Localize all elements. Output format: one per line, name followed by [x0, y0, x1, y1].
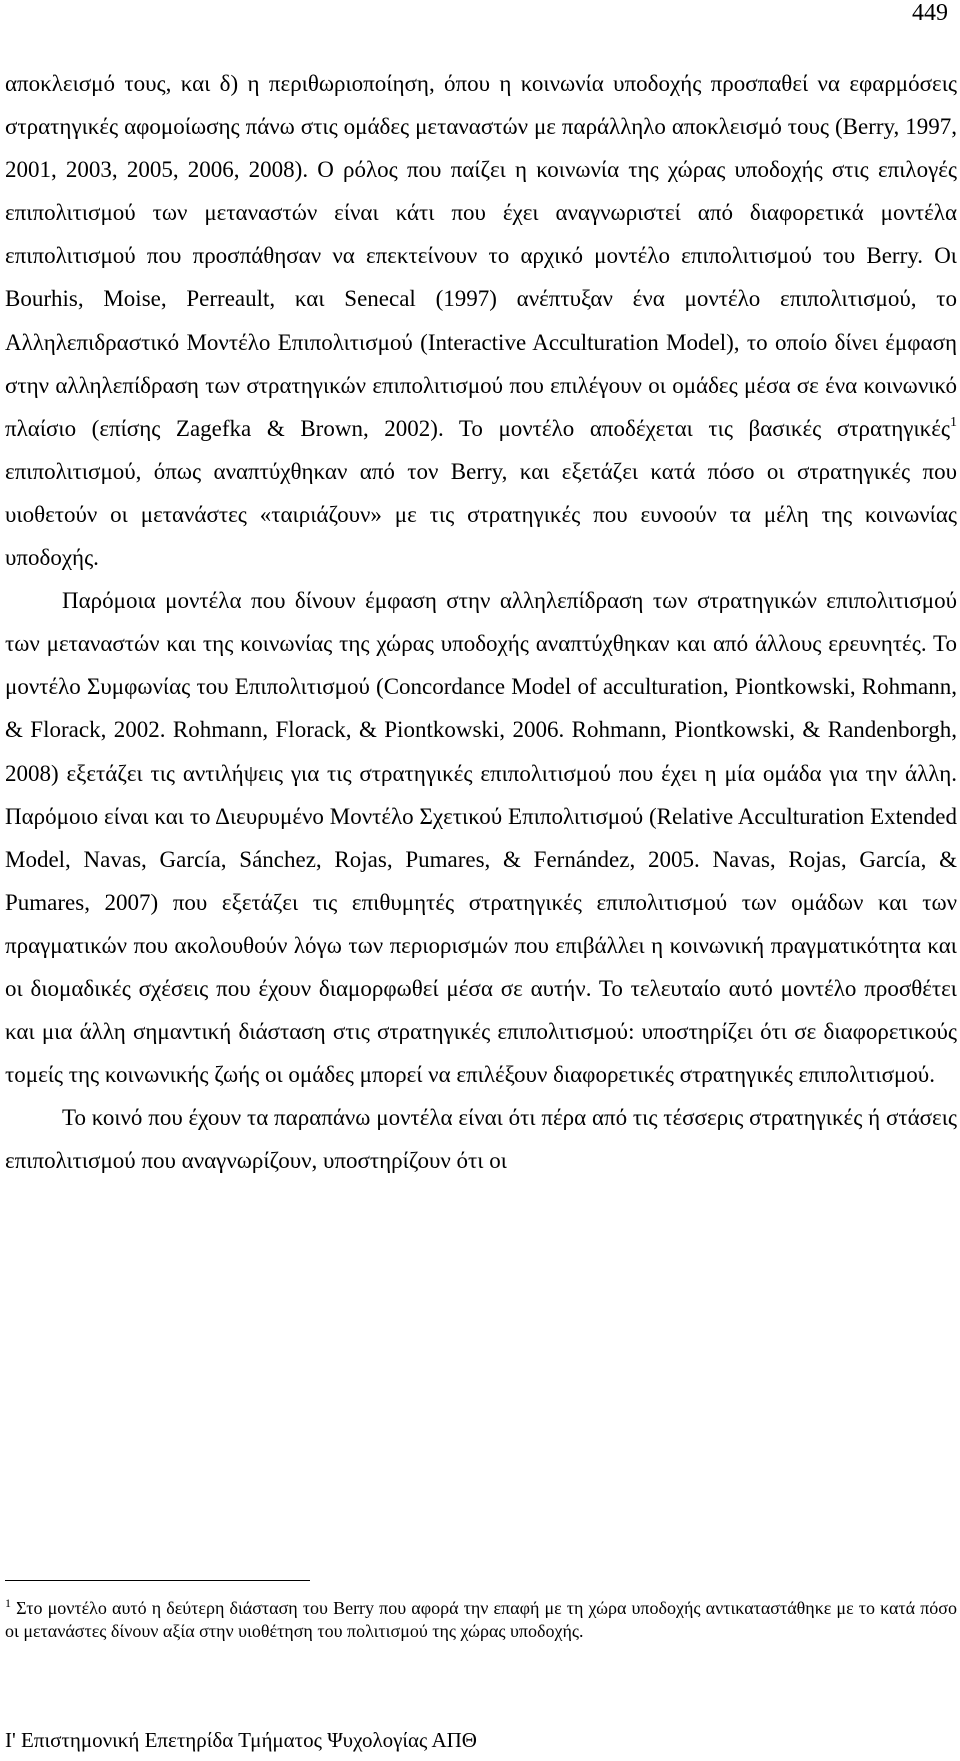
body-text — [5, 62, 957, 1182]
paragraph-2: Παρόμοια μοντέλα που δίνουν έμφαση στην αλληλεπίδραση των στρατηγικών επιπολιτισμού των μεταναστών και της κοινωνίας της χώρας υποδοχής αναπτύχθηκαν και από άλλους ερευνητές. Το μοντέλο Συμφωνίας του Επιπολιτισμού (Concordance Model of acculturation, Piontkowski, Rohmann, & Florack, 2002. Rohmann, Florack, & Piontkowski, 2006. Rohmann, Piontkowski, & Randenborgh, 2008) εξετάζει τις αντιλήψεις για τις στρατηγικές επιπολιτισμού που έχει η μία ομάδα για την άλλη. Παρόμοιο είναι και το Διευρυμένο Μοντέλο Σχετικού Επιπολιτισμού (Relative Acculturation Extended Model, Navas, García, Sánchez, Rojas, Pumares, & Fernández, 2005. Navas, Rojas, García, & Pumares, 2007) που εξετάζει τις επιθυμητές στρατηγικές επιπολιτισμού των ομάδων και των πραγματικών που ακολουθούν λόγω των περιορισμών που επιβάλλει η κοινωνική πραγματικότητα και οι διομαδικές σχέσεις που έχουν διαμορφωθεί μέσα σε αυτήν. Το τελευταίο αυτό μοντέλο προσθέτει και μια άλλη σημαντική διάσταση στις στρατηγικές επιπολιτισμού: υποστηρίζει ότι σε διαφορετικούς τομείς της κοινωνικής ζωής οι ομάδες μπορεί να επιλέξουν διαφορετικές στρατηγικές επιπολιτισμού. — [5, 588, 957, 1088]
paragraph-1-text-continued: επιπολιτισμού, όπως αναπτύχθηκαν από τον Berry, και εξετάζει κατά πόσο οι στρατηγικές που υιοθετούν οι μετανάστες «ταιριάζουν» με τις στρατηγικές που ευνοούν τα μέλη της κοινωνίας υποδοχής. — [5, 458, 957, 571]
footnote-marker: 1 — [5, 1596, 11, 1610]
footnote-reference: 1 — [950, 414, 957, 430]
page-footer: Ι' Επιστημονική Επετηρίδα Τμήματος Ψυχολογίας ΑΠΘ — [5, 1728, 477, 1752]
paragraph-3: Το κοινό που έχουν τα παραπάνω μοντέλα είναι ότι πέρα από τις τέσσερις στρατηγικές ή στάσεις επιπολιτισμού που αναγνωρίζουν, υποστηρίζουν ότι οι — [5, 1105, 957, 1174]
paragraph-1-text: αποκλεισμό τους, και δ) η περιθωριοποίηση, όπου η κοινωνία υποδοχής προσπαθεί να εφαρμόσεις στρατηγικές αφομοίωσης πάνω στις ομάδες μεταναστών με παράλληλο αποκλεισμό τους (Berry, 1997, 2001, 2003, 2005, 2006, 2008). Ο ρόλος που παίζει η κοινωνία της χώρας υποδοχής στις επιλογές επιπολιτισμού των μεταναστών είναι κάτι που έχει αναγνωριστεί από διαφορετικά μοντέλα επιπολιτισμού που προσπάθησαν να επεκτείνουν το αρχικό μοντέλο επιπολιτισμού του Berry. Οι Bourhis, Moise, Perreault, και Senecal (1997) ανέπτυξαν ένα μοντέλο επιπολιτισμού, το Αλληλεπιδραστικό Μοντέλο Επιπολιτισμού (Interactive Acculturation Model), το οποίο δίνει έμφαση στην αλληλεπίδραση των στρατηγικών επιπολιτισμού που επιλέγουν οι ομάδες μέσα σε ένα κοινωνικό πλαίσιο (επίσης Zagefka & Brown, 2002). Το μοντέλο αποδέχεται τις βασικές στρατηγικές — [5, 71, 957, 441]
footnote-text: Στο μοντέλο αυτό η δεύτερη διάσταση του Berry που αφορά την επαφή με τη χώρα υποδοχής αντικαταστάθηκε με το κατά πόσο οι μετανάστες δίνουν αξία στην υιοθέτηση του πολιτισμού της χώρας υποδοχής. — [5, 1598, 957, 1641]
footnote — [5, 1597, 957, 1643]
paragraph-1 — [5, 62, 957, 579]
page-number: 449 — [912, 0, 948, 26]
footnote-separator — [5, 1580, 310, 1581]
